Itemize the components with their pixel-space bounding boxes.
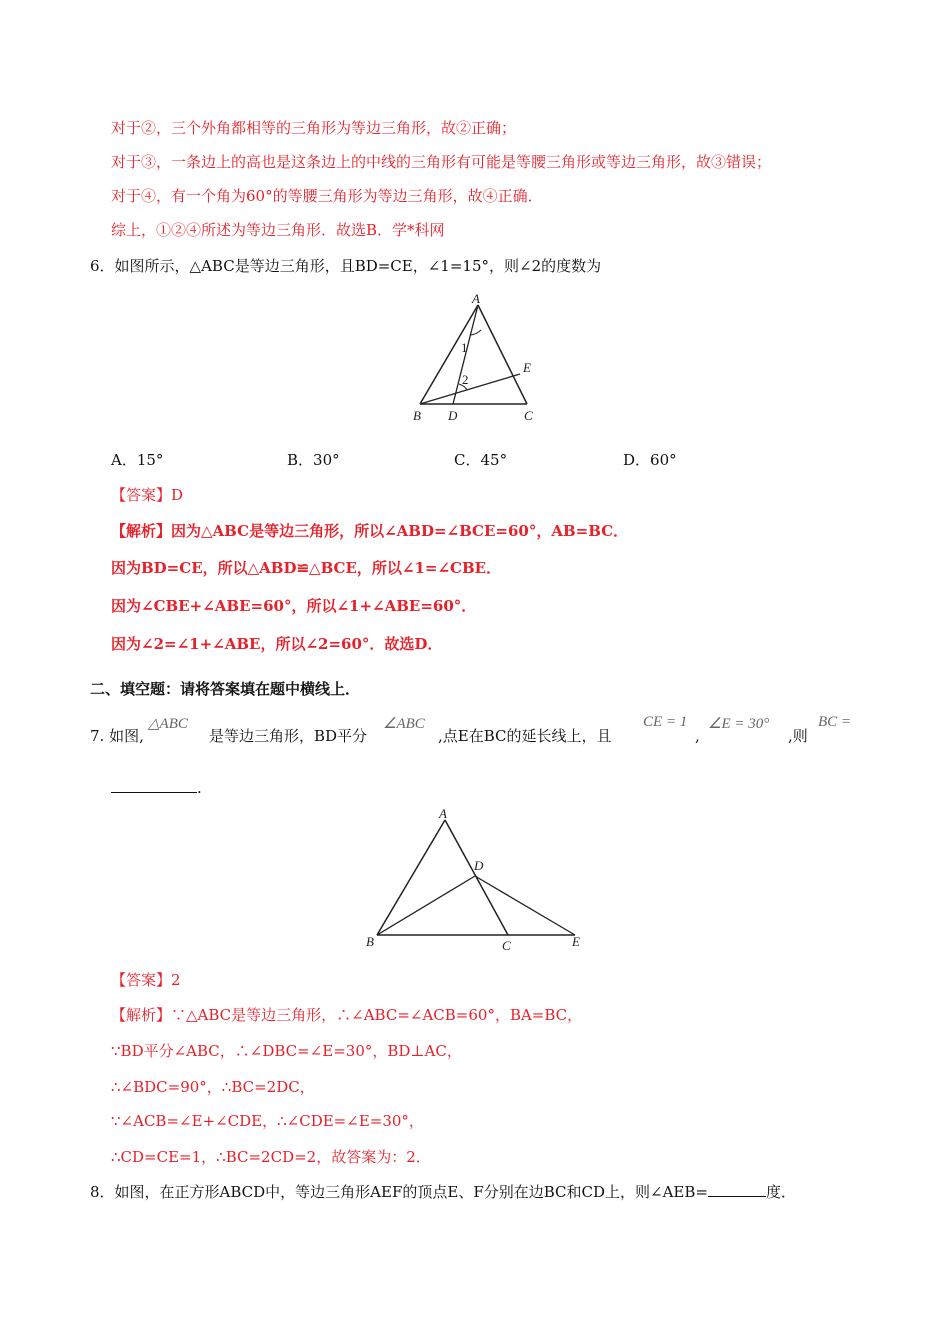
q7-blank-end: . bbox=[197, 779, 202, 797]
q7-label-e: E bbox=[572, 934, 580, 949]
q7-answer-blank[interactable] bbox=[111, 778, 197, 793]
q7-analysis-4: ∵∠ACB=∠E+∠CDE，∴∠CDE=∠E=30°， bbox=[111, 1112, 424, 1130]
q8-question-line bbox=[90, 1182, 796, 1202]
q6-figure bbox=[405, 290, 555, 425]
q6-label-b: B bbox=[413, 408, 421, 423]
explanation-line-4: 综上，①②④所述为等边三角形．故选B．学*科网 bbox=[111, 221, 445, 239]
q6-side-ac bbox=[478, 305, 527, 404]
q7-analysis-1: 【解析】∵△ABC是等边三角形，∴∠ABC=∠ACB=60°，BA=BC， bbox=[111, 1006, 583, 1024]
q6-option-c: C．45° bbox=[454, 451, 508, 469]
q7-ce-equation: CE = 1 bbox=[643, 714, 688, 730]
q7-analysis-5: ∴CD=CE=1，∴BC=2CD=2，故答案为：2． bbox=[111, 1148, 431, 1166]
q7-answer-blank-line bbox=[111, 778, 202, 798]
q8-suffix: 度． bbox=[765, 1183, 796, 1201]
q7-text-mid1: 是等边三角形，BD平分 bbox=[209, 727, 368, 745]
q6-label-a: A bbox=[472, 291, 480, 306]
q7-figure bbox=[360, 800, 595, 960]
q6-analysis-2: 因为BD=CE，所以△ABD≌△BCE，所以∠1=∠CBE． bbox=[111, 559, 502, 577]
q8-question: 8．如图，在正方形ABCD中，等边三角形AEF的顶点E、F分别在边BC和CD上，则∠AEB= bbox=[90, 1183, 708, 1201]
q7-analysis-2: ∵BD平分∠ABC，∴∠DBC=∠E=30°，BD⊥AC， bbox=[111, 1042, 462, 1060]
q7-label-a: A bbox=[439, 806, 447, 821]
q6-label-angle1: 1 bbox=[461, 340, 468, 355]
section2-heading: 二、填空题：请将答案填在题中横线上． bbox=[90, 680, 361, 698]
q6-label-e: E bbox=[523, 360, 531, 375]
q6-analysis-3: 因为∠CBE+∠ABE=60°，所以∠1+∠ABE=60°． bbox=[111, 597, 477, 615]
q7-label-d: D bbox=[474, 858, 484, 873]
explanation-line-3: 对于④，有一个角为60°的等腰三角形为等边三角形，故④正确． bbox=[111, 187, 543, 205]
q7-segment-bd bbox=[377, 876, 475, 935]
q6-analysis-4: 因为∠2=∠1+∠ABE，所以∠2=60°．故选D． bbox=[111, 635, 443, 653]
q8-answer-blank[interactable] bbox=[708, 1182, 766, 1197]
explanation-line-2: 对于③，一条边上的高也是这条边上的中线的三角形有可能是等腰三角形或等边三角形，故③错误； bbox=[111, 153, 772, 171]
q6-option-d: D．60° bbox=[623, 451, 677, 469]
q6-option-a: A．15° bbox=[111, 451, 164, 469]
q6-question: 6．如图所示，△ABC是等边三角形，且BD=CE，∠1=15°，则∠2的度数为 bbox=[90, 257, 602, 275]
q7-angle-e-equation: ∠E = 30° bbox=[708, 716, 770, 732]
q7-text-mid2: ,点E在BC的延长线上，且 bbox=[438, 727, 612, 745]
q6-label-d: D bbox=[448, 408, 458, 423]
q7-comma: , bbox=[695, 727, 700, 745]
q7-label-b: B bbox=[366, 934, 374, 949]
q6-analysis-1: 【解析】因为△ABC是等边三角形，所以∠ABD=∠BCE=60°，AB=BC． bbox=[111, 522, 629, 540]
q6-label-c: C bbox=[524, 408, 533, 423]
q7-then: ,则 bbox=[788, 727, 808, 745]
q6-label-angle2: 2 bbox=[462, 372, 469, 387]
q7-bc-equation: BC = bbox=[818, 714, 852, 730]
explanation-line-1: 对于②，三个外角都相等的三角形为等边三角形，故②正确； bbox=[111, 119, 517, 137]
q7-side-ab bbox=[377, 820, 445, 935]
q7-answer: 【答案】2 bbox=[111, 971, 181, 989]
q7-angle-abc: ∠ABC bbox=[383, 716, 425, 732]
q7-segment-de bbox=[475, 876, 575, 935]
q7-triangle-abc: △ABC bbox=[148, 716, 188, 732]
q7-analysis-3: ∴∠BDC=90°，∴BC=2DC， bbox=[111, 1078, 315, 1096]
q6-angle1-arc bbox=[471, 330, 481, 335]
q6-option-b: B．30° bbox=[287, 451, 340, 469]
q6-answer: 【答案】D bbox=[111, 486, 184, 504]
q7-prefix: 7. 如图, bbox=[90, 727, 144, 745]
q7-label-c: C bbox=[502, 938, 511, 953]
